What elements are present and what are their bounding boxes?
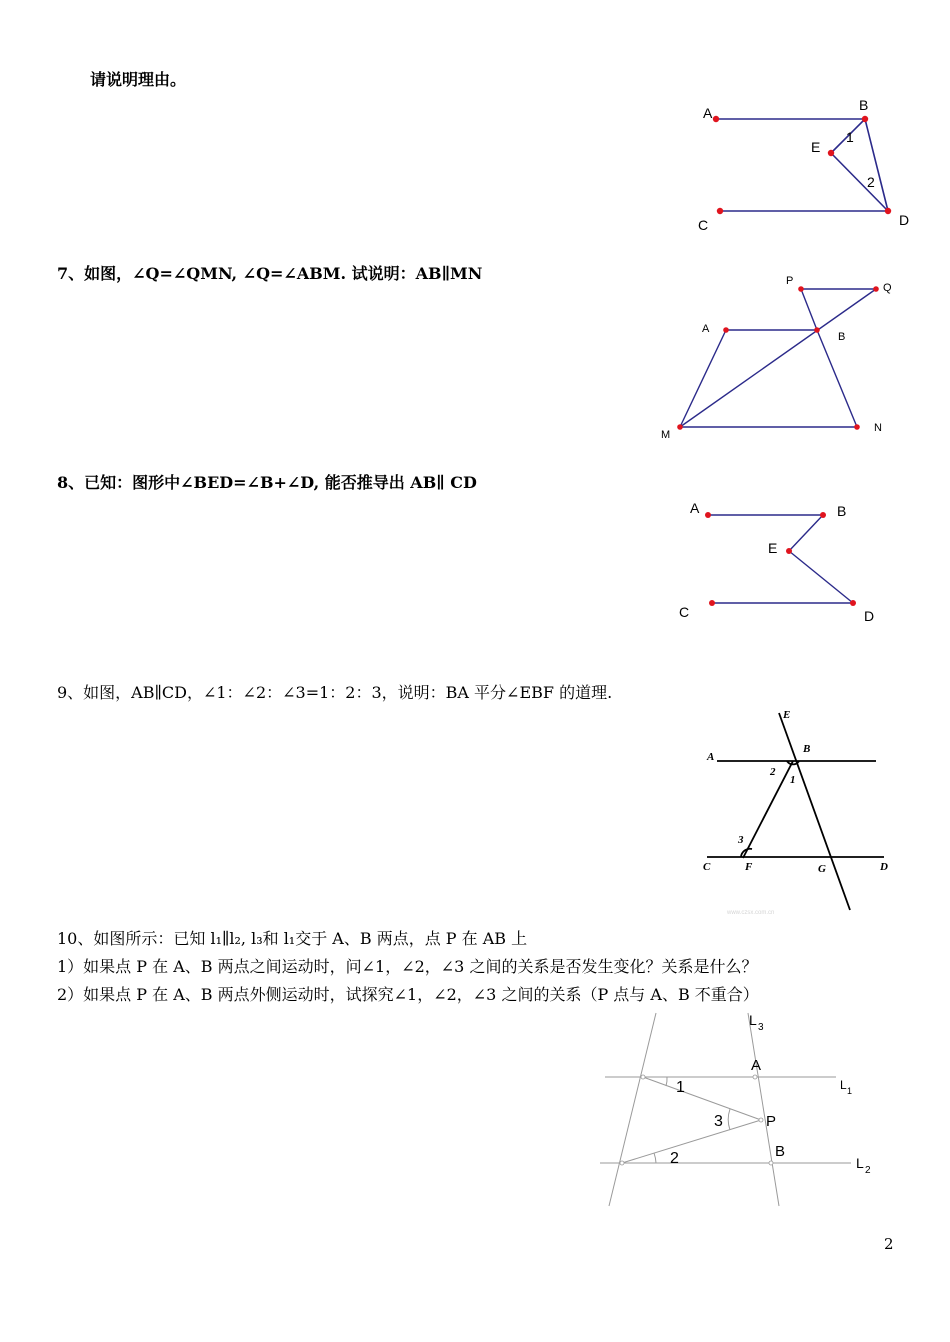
fig9-label-a: A [707,751,715,763]
fig6-label-b: B [859,97,869,113]
fig6-label-e: E [811,139,821,155]
fig9-angle-3: 3 [738,834,744,846]
fig10-angle-2: 2 [670,1150,679,1167]
fig10-label-p: P [766,1113,777,1130]
fig9-watermark: www.czsx.com.cn [727,910,775,916]
fig10-angle-3: 3 [714,1113,723,1130]
problem-6-reason-text: 请说明理由。 [90,70,187,89]
fig9-angle-1: 1 [790,774,796,786]
fig7-label-b: B [838,331,846,343]
fig8-label-a: A [690,500,700,516]
fig10-label-l1: L [840,1078,847,1092]
problem-9-text: 9、如图，AB∥CD，∠1：∠2：∠3=1：2：3，说明：BA 平分∠EBF 的道理. [57,683,613,702]
page-number: 2 [884,1235,894,1253]
problem-7-text: 7、如图，∠Q=∠QMN, ∠Q=∠ABM. 试说明：AB∥MN [57,264,483,283]
fig10-label-l3-subscript: 3 [758,1022,764,1033]
fig10-label-b: B [775,1143,786,1160]
fig9-label-g: G [818,863,826,875]
fig6-label-c: C [698,217,709,233]
fig10-label-l1-subscript: 1 [847,1086,853,1096]
figure-6-diagram [690,92,920,237]
problem-10-line-3: 2）如果点 P 在 A、B 两点外侧运动时，试探究∠1，∠2，∠3 之间的关系（P 点与 A、B 不重合） [57,985,759,1004]
figure-8-diagram [670,495,885,630]
fig6-label-a: A [703,105,713,121]
fig10-label-l2-subscript: 2 [865,1165,871,1176]
fig8-label-d: D [864,608,875,624]
fig9-label-e: E [783,709,791,721]
fig7-label-n: N [874,422,882,434]
fig10-label-l2: L [856,1155,864,1171]
fig10-angle-1: 1 [676,1079,685,1096]
figure-10-diagram [595,1008,890,1213]
fig6-angle-1: 1 [846,129,854,145]
fig10-label-a: A [751,1057,762,1074]
figure-9-diagram [695,700,895,920]
fig7-label-m: M [661,429,671,441]
problem-8-text: 8、已知：图形中∠BED=∠B+∠D, 能否推导出 AB∥ CD [57,473,477,492]
fig8-label-e: E [768,540,778,556]
fig7-label-p: P [786,275,794,287]
problem-10-line-1: 10、如图所示：已知 l₁∥l₂, l₃和 l₁交于 A、B 两点，点 P 在 AB 上 [57,929,528,948]
figure-7-diagram [655,268,905,443]
fig8-label-c: C [679,604,690,620]
fig6-label-d: D [899,212,910,228]
fig9-label-b: B [803,743,811,755]
fig8-label-b: B [837,503,847,519]
fig9-label-c: C [703,861,711,873]
fig9-label-d: D [880,861,888,873]
fig10-label-l3: L [749,1012,757,1028]
fig6-angle-2: 2 [867,174,875,190]
fig9-angle-2: 2 [770,766,776,778]
problem-10-line-2: 1）如果点 P 在 A、B 两点之间运动时，问∠1，∠2，∠3 之间的关系是否发生变化？关系是什么？ [57,957,758,976]
fig9-label-f: F [745,861,753,873]
fig7-label-a: A [702,323,710,335]
fig7-label-q: Q [883,282,892,294]
